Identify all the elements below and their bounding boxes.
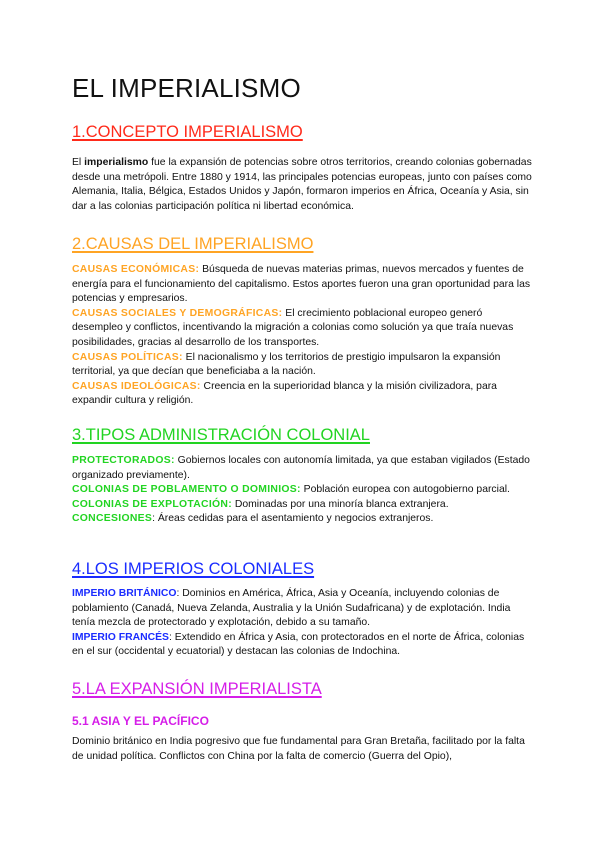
section-1-heading: 1.CONCEPTO IMPERIALISMO (72, 123, 303, 141)
paragraph-intro: El (72, 157, 85, 168)
cause-label-economic: CAUSAS ECONÓMICAS: (72, 264, 200, 275)
empire-text-british: : Dominios en América, África, Asia y Oceanía, incluyendo colonias de poblamiento (Canadá, Nueva Zelanda, Australia y la Unión Sudafricana) y de explotación. India tenía mezcla de protectorado y explotación, debido a su tamaño. (72, 588, 511, 629)
type-text-concesiones: : Áreas cedidas para el asentamiento y negocios extranjeros. (152, 513, 434, 525)
type-label-concesiones: CONCESIONES (72, 513, 153, 525)
type-text-explotacion: Dominadas por una minoría blanca extranjera. (231, 498, 449, 510)
section-2-paragraph (72, 263, 532, 409)
empire-label-french: IMPERIO FRANCÉS (72, 631, 169, 643)
section-2-heading: 2.CAUSAS DEL IMPERIALISMO (72, 235, 314, 253)
section-3-heading: 3.TIPOS ADMINISTRACIÓN COLONIAL (72, 426, 370, 444)
cause-label-political: CAUSAS POLÍTICAS: (72, 351, 183, 363)
paragraph-text: fue la expansión de potencias sobre otros territorios, creando colonias gobernadas desde una metrópoli. Entre 1880 y 1914, las principales potencias europeas, junto con países como Alemania, Italia, Bélgica, Estados Unidos y Japón, formaron imperios en África, Oceanía y Asia, sin dar a las colonias participación política ni libertad económica. (72, 157, 532, 212)
cause-text-social: El crecimiento poblacional europeo generó desempleo y conflictos, incentivando la migración a colonias como solución ya que traía nuevas posibilidades, gracias al desarrollo de los transportes. (72, 307, 514, 348)
section-5-1-paragraph: Dominio británico en India pogresivo que fue fundamental para Gran Bretaña, facilitado por la falta de unidad política. Conflictos con China por la falta de comercio (Guerra del Opio), (72, 736, 525, 762)
page-title: EL IMPERIALISMO (72, 73, 301, 103)
type-label-protectorados: PROTECTORADOS: (72, 455, 175, 466)
section-1-paragraph (72, 156, 532, 214)
bold-term-imperialismo: imperialismo (84, 157, 149, 168)
section-4-paragraph (72, 587, 532, 660)
section-5-1-subheading: 5.1 ASIA Y EL PACÍFICO (72, 714, 209, 728)
section-5-heading: 5.LA EXPANSIÓN IMPERIALISTA (72, 680, 322, 698)
cause-text-political: El nacionalismo y los territorios de prestigio impulsaron la expansión territorial, ya que decían que beneficiaba a la nación. (72, 351, 501, 378)
section-3-paragraph (72, 454, 532, 527)
type-label-poblamento: COLONIAS DE POBLAMENTO O DOMINIOS: (72, 484, 301, 496)
type-text-protectorados: Gobiernos locales con autonomía limitada, ya que estaban vigilados (Estado organizado previamente). (72, 455, 530, 481)
cause-text-ideological: Creencia en la superioridad blanca y la misión civilizadora, para expandir cultura y religión. (72, 380, 497, 407)
empire-text-french: : Extendido en África y Asia, con protectorados en el norte de África, colonias en el sur (occidental y ecuatorial) y destacan las colonias de Indochina. (72, 631, 525, 658)
cause-label-social: CAUSAS SOCIALES Y DEMOGRÁFICAS: (72, 307, 283, 319)
empire-label-british: IMPERIO BRITÁNICO (72, 588, 177, 599)
section-4-heading: 4.LOS IMPERIOS COLONIALES (72, 560, 315, 578)
cause-text-economic: Búsqueda de nuevas materias primas, nuevos mercados y fuentes de energía para el funcionamiento del capitalismo. Estos aportes fueron una gran oportunidad para las potencias y empresarios. (72, 264, 531, 305)
type-text-poblamento: Población europea con autogobierno parcial. (300, 484, 510, 496)
cause-label-ideological: CAUSAS IDEOLÓGICAS: (72, 380, 201, 392)
type-label-explotacion: COLONIAS DE EXPLOTACIÓN: (72, 498, 232, 510)
